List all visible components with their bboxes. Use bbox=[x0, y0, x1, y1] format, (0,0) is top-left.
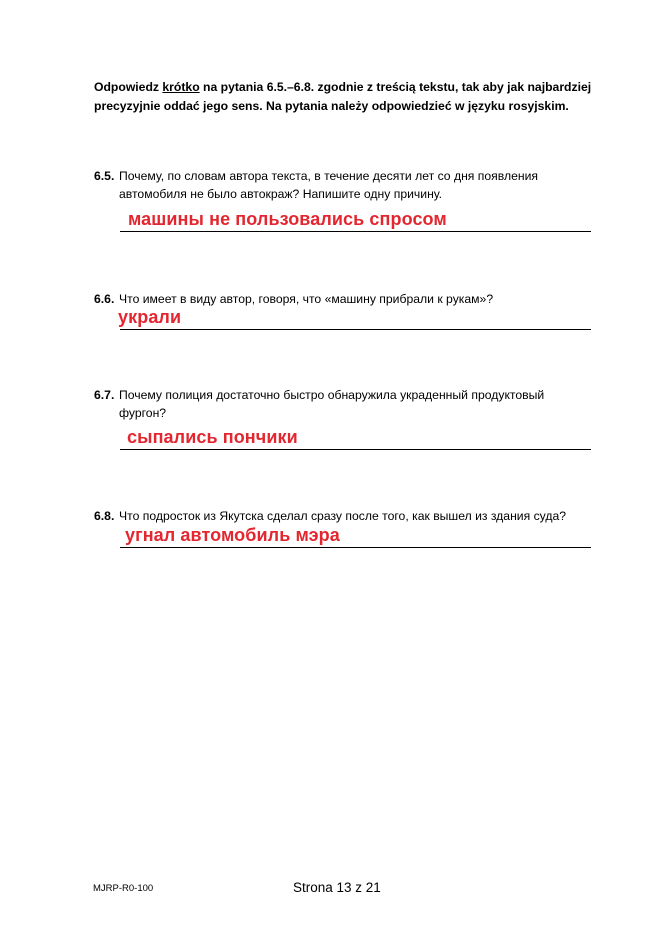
handwritten-answer: украли bbox=[118, 307, 182, 327]
question-number: 6.8. bbox=[94, 509, 115, 523]
instructions-text-start: Odpowiedz bbox=[94, 80, 163, 94]
instructions-text-end: na pytania 6.5.–6.8. zgodnie z treścią tekstu, tak aby jak najbardziej precyzyjnie oddać jego sens. Na pytania należy odpowiedzieć w języku rosyjskim. bbox=[94, 80, 592, 113]
question-text: Что подросток из Якутска сделал сразу после того, как вышел из здания суда? bbox=[119, 509, 567, 523]
handwritten-answer: сыпались пончики bbox=[127, 427, 298, 447]
question-number: 6.6. bbox=[94, 292, 115, 306]
question-text: Почему, по словам автора текста, в течение десяти лет со дня появления автомобиля не было автокраж? Напишите одну причину. bbox=[119, 169, 538, 201]
document-code: MJRP-R0-100 bbox=[93, 883, 154, 894]
question-number: 6.7. bbox=[94, 388, 115, 402]
instructions-paragraph bbox=[94, 78, 594, 116]
answer-field-6-5[interactable] bbox=[120, 209, 591, 232]
answer-field-6-6[interactable] bbox=[118, 307, 591, 330]
question-number: 6.5. bbox=[94, 169, 115, 183]
question-text: Почему полиция достаточно быстро обнаружила украденный продуктовый фургон? bbox=[119, 388, 545, 420]
instructions-underlined-word: krótko bbox=[162, 80, 200, 94]
answer-field-6-8[interactable] bbox=[120, 525, 591, 548]
answer-field-6-7[interactable] bbox=[120, 427, 591, 450]
question-6-6 bbox=[94, 290, 594, 308]
question-6-5 bbox=[94, 167, 594, 203]
handwritten-answer: угнал автомобиль мэра bbox=[125, 525, 340, 545]
question-6-8 bbox=[94, 507, 594, 525]
question-text: Что имеет в виду автор, говоря, что «машину прибрали к рукам»? bbox=[119, 292, 494, 306]
question-6-7 bbox=[94, 386, 594, 422]
page-number: Strona 13 z 21 bbox=[293, 880, 381, 895]
handwritten-answer: машины не пользовались спросом bbox=[128, 209, 447, 229]
